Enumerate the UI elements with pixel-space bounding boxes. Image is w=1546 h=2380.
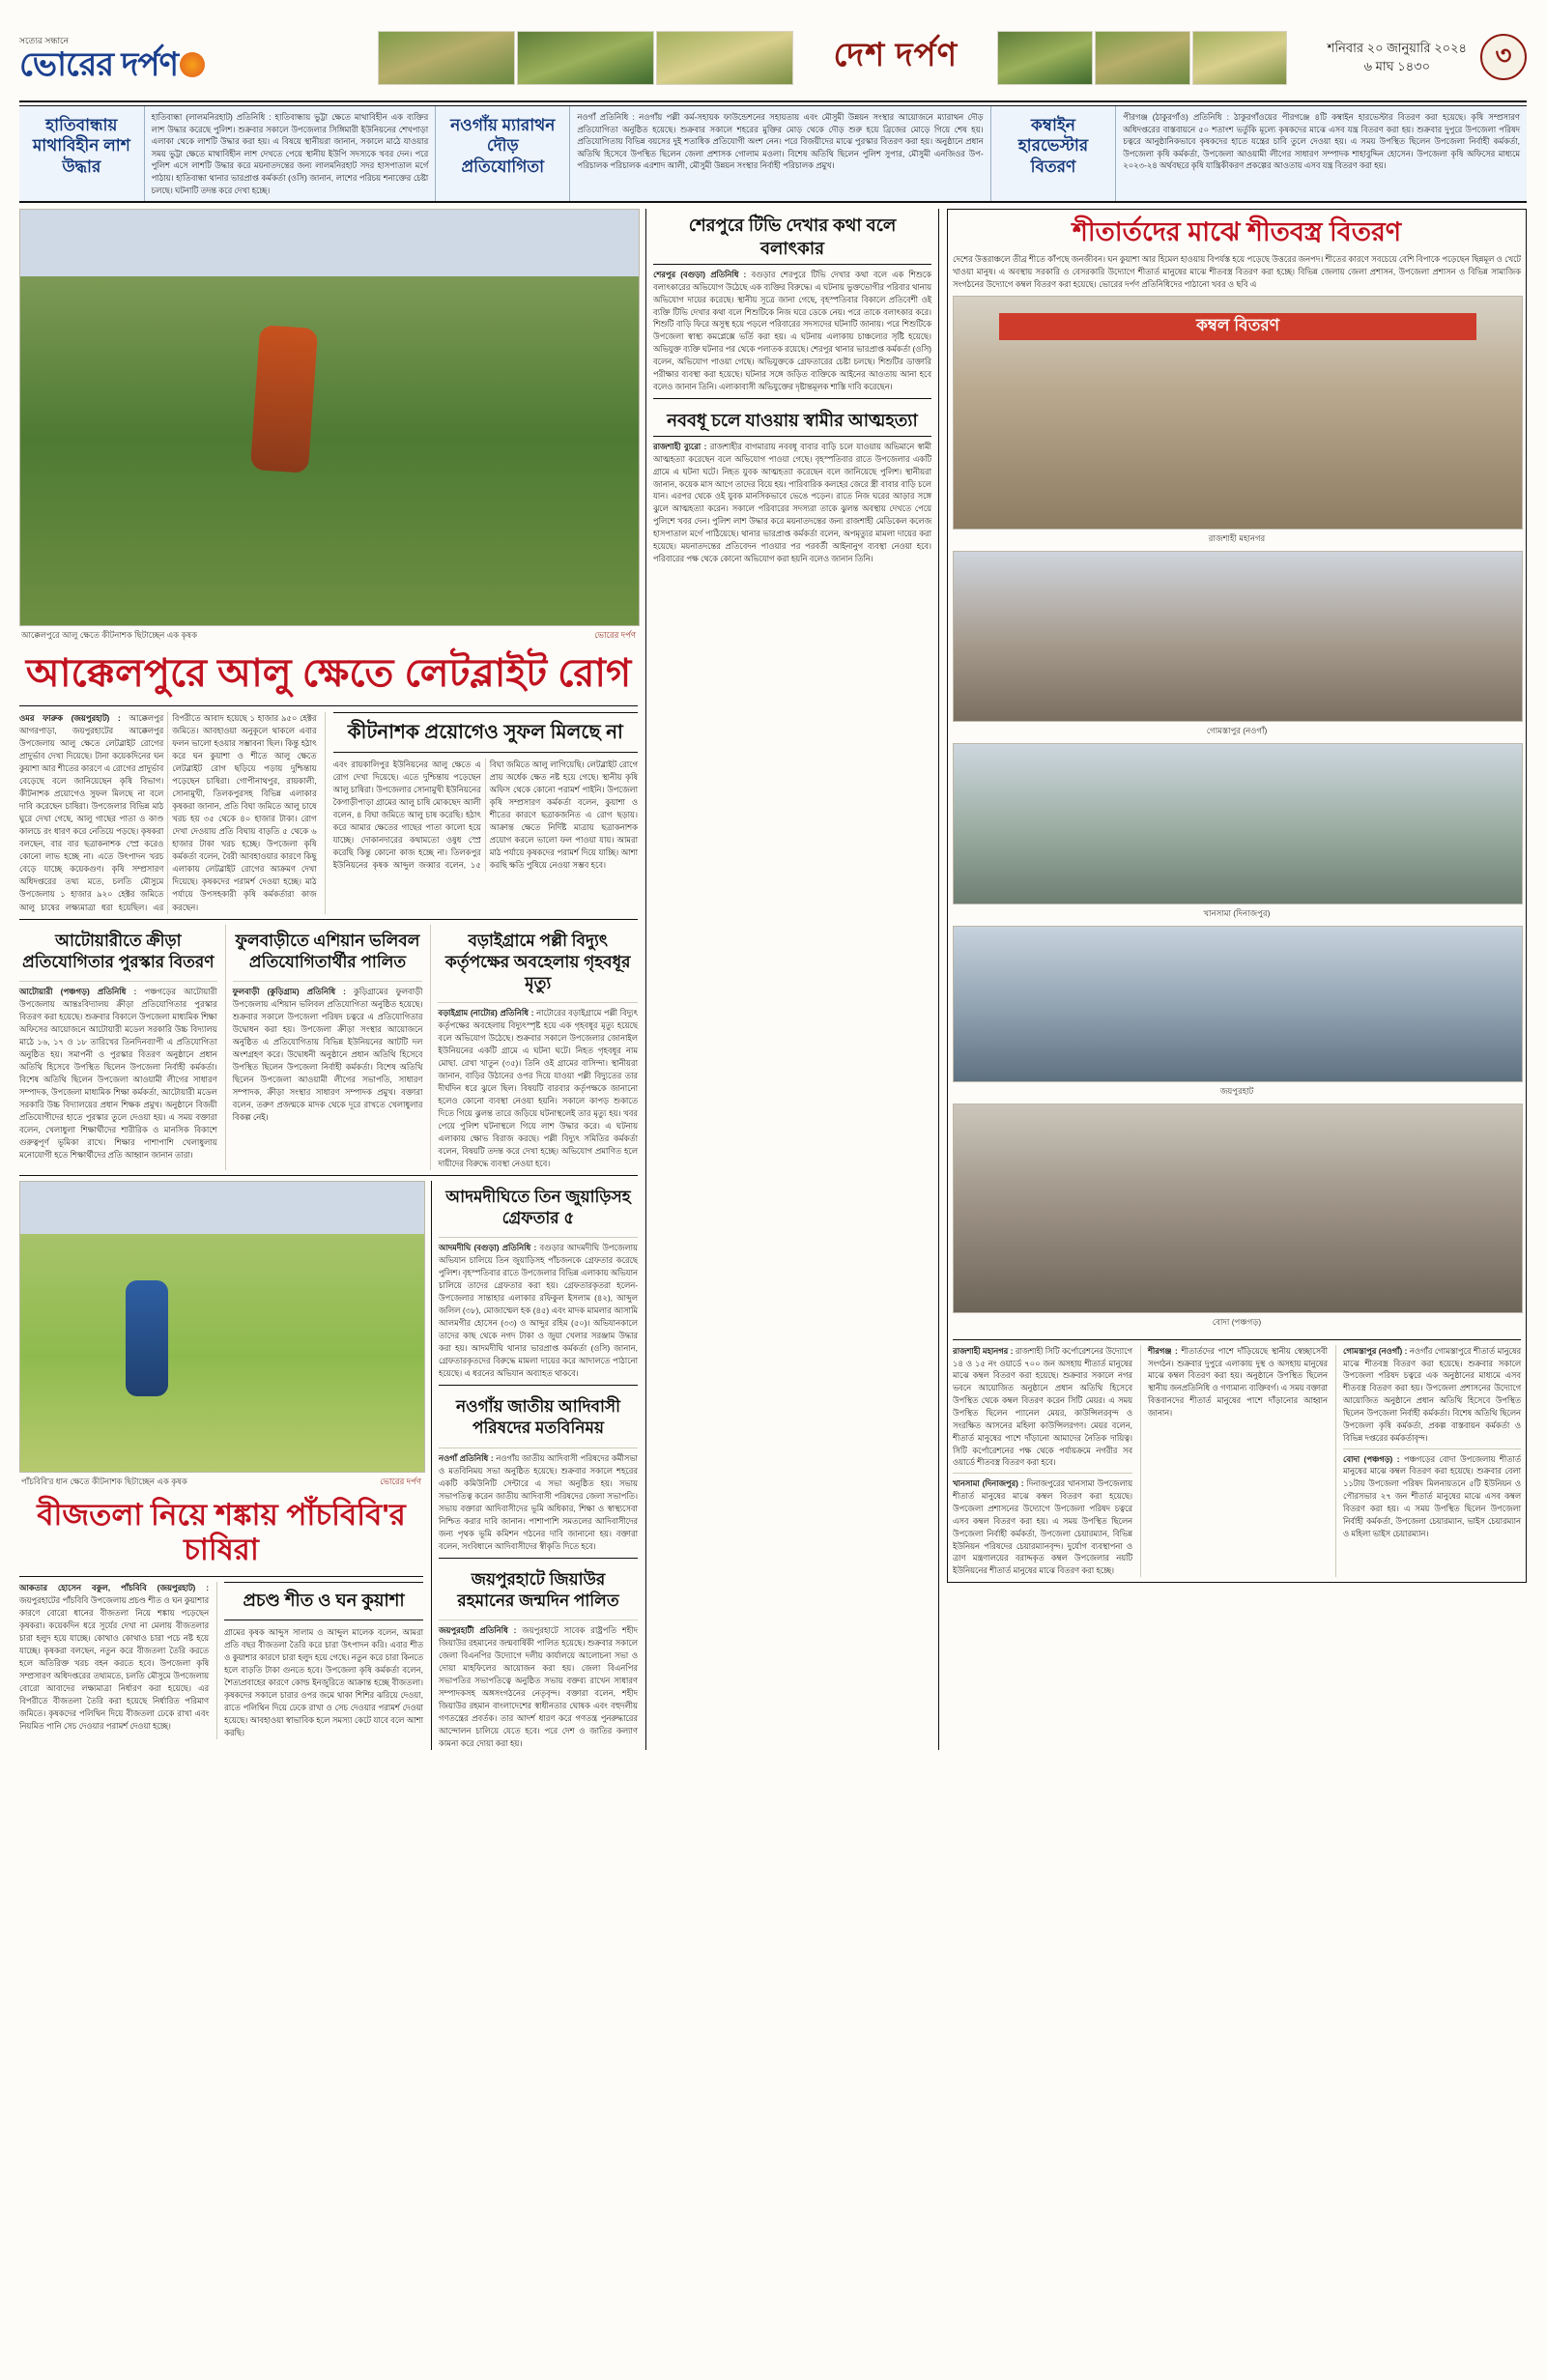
package-photo — [953, 926, 1523, 1082]
article-body: জয়পুরহাটে সাবেক রাষ্ট্রপতি শহীদ জিয়াউর রহমানের জন্মবার্ষিকী পালিত হয়েছে। শুক্রবার সকালে জেলা বিএনপির উদ্যোগে দলীয় কার্যালয়ে আলোচনা সভা ও দোয়া মাহফিলের আয়োজন করা হয়। জেলা বিএনপির সভাপতির সভাপতিত্বে অনুষ্ঠিত সভায় বক্তব্য রাখেন সাধারণ সম্পাদকসহ অঙ্গসংগঠনের নেতৃবৃন্দ। বক্তারা বলেন, শহীদ জিয়াউর রহমান বাংলাদেশের স্বাধীনতার ঘোষক এবং বহুদলীয় গণতন্ত্রের প্রবর্তক। তার আদর্শ ধারণ করে গণতন্ত্র পুনরুদ্ধারের আন্দোলন চালিয়ে যেতে হবে। পরে দেশ ও জাতির কল্যাণ কামনা করে দোয়া করা হয়। — [439, 1624, 638, 1748]
left-article-row — [19, 925, 638, 1170]
date-gregorian: শনিবার ২০ জানুয়ারি ২০২৪ — [1327, 40, 1467, 55]
package-photo-caption: গোমস্তাপুর (নওগাঁ) — [1206, 725, 1268, 735]
brief-body-block — [570, 106, 990, 201]
midcol-title-2: নববধূ চলে যাওয়ায় স্বামীর আত্মহত্যা — [653, 404, 931, 437]
report-body: নওগাঁর গোমস্তাপুরে শীতার্ত মানুষের মাঝে শীতবস্ত্র বিতরণ করা হয়েছে। শুক্রবার সকালে উপজেলা পরিষদ চত্বরে এক অনুষ্ঠানের মাধ্যমে এসব শীতবস্ত্র বিতরণ করা হয়। উপজেলা প্রশাসনের উদ্যোগে আয়োজিত অনুষ্ঠানে প্রধান অতিথি হিসেবে উপস্থিত ছিলেন উপজেলা নির্বাহী কর্মকর্তা। বিশেষ অতিথি ছিলেন উপজেলা কৃষি কর্মকর্তা, প্রকল্প বাস্তবায়ন কর্মকর্তা ও বিভিন্ন দপ্তরের কর্মকর্তাবৃন্দ। — [1342, 1345, 1522, 1443]
bottom-body-cont: গ্রামের কৃষক আব্দুস সালাম ও আব্দুল মালেক বলেন, আমরা প্রতি বছর বীজতলা তৈরি করে চারা উৎপাদন করি। এবার শীত ও কুয়াশার কারণে চারা হলুদ হয়ে গেছে। নতুন করে চারা কিনতে হলে বাড়তি টাকা গুনতে হবে। উপজেলা কৃষি কর্মকর্তা বলেন, শৈত্যপ্রবাহের কারণে কোল্ড ইনজুরিতে আক্রান্ত হচ্ছে বীজতলা। কৃষকদের সকালে চারার ওপর জমে থাকা শিশির ঝরিয়ে দেওয়া, রাতে পলিথিন দিয়ে ঢেকে রাখা ও সেচ দেওয়ার পরামর্শ দেওয়া হয়েছে। আবহাওয়া স্বাভাবিক হলে সমস্যা কেটে যাবে বলে আশা করছি। — [224, 1626, 423, 1737]
article-title: আটোয়ারীতে ক্রীড়া প্রতিযোগিতার পুরস্কার বিতরণ — [22, 931, 215, 971]
lead-body-cont: এবং রায়কালিপুর ইউনিয়নের আলু ক্ষেতে এ রোগ দেখা দিয়েছে। এতে দুশ্চিন্তায় পড়েছেন আলু চাষিরা। উপজেলার সোনামুখী ইউনিয়নের কৈগাড়ীপাড়া গ্রামের আলু চাষি মোকছেদ আলী বলেন, ৪ বিঘা জমিতে আলু চাষ করেছি। হঠাৎ করে আমার ক্ষেতের গাছের পাতা কালো হয়ে যাচ্ছে। দোকানদারের কথামতো ওষুধ স্প্রে করেছি কিন্তু কোনো কাজ হচ্ছে না। তিলকপুর ইউনিয়নের কৃষক আব্দুল জব্বার বলেন, ১৫ বিঘা জমিতে আলু লাগিয়েছি। লেটব্লাইট রোগে প্রায় অর্ধেক ক্ষেত নষ্ট হয়ে গেছে। স্থানীয় কৃষি অফিস থেকে কোনো পরামর্শ পাইনি। উপজেলা কৃষি সম্প্রসারণ কর্মকর্তা বলেন, কুয়াশা ও শীতের কারণে ছত্রাকজনিত এ রোগ ছড়ায়। আক্রান্ত ক্ষেতে নির্দিষ্ট মাত্রায় ছত্রাকনাশক প্রয়োগ করলে ভালো ফল পাওয়া যায়। আমরা মাঠ পর্যায়ে কৃষকদের পরামর্শ দিয়ে যাচ্ছি। আশা করছি ক্ষতি পুষিয়ে নেওয়া সম্ভব হবে। — [332, 760, 638, 871]
bottom-photo-caption: পাঁচবিবি'র ধান ক্ষেতে কীটনাশক ছিটাচ্ছেন এক কৃষক — [21, 1477, 187, 1486]
package-photo — [953, 1104, 1523, 1313]
package-photo-caption: জয়পুরহাট — [1219, 1085, 1254, 1096]
photo-banner: কম্বল বিতরণ — [999, 313, 1476, 340]
masthead-photo — [517, 31, 654, 85]
lead-photo-caption: আক্কেলপুরে আলু ক্ষেতে কীটনাশক ছিটাচ্ছেন এক কৃষক — [21, 630, 198, 641]
article-body: নওগাঁয় জাতীয় আদিবাসী পরিষদের কর্মীসভা ও মতবিনিময় সভা অনুষ্ঠিত হয়েছে। শুক্রবার সকালে শহরের একটি কমিউনিটি সেন্টারে এ সভা অনুষ্ঠিত হয়। সভায় সভাপতিত্ব করেন জাতীয় আদিবাসী পরিষদের জেলা সভাপতি। সভায় বক্তারা আদিবাসীদের ভূমি অধিকার, শিক্ষা ও স্বাস্থ্যসেবা নিশ্চিত করার দাবি জানান। পাশাপাশি সমতলের আদিবাসীদের জন্য পৃথক ভূমি কমিশন গঠনের দাবি জানানো হয়। বক্তারা বলেন, সংবিধানে আদিবাসীদের স্বীকৃতি দিতে হবে। — [439, 1452, 638, 1551]
package-photo — [953, 296, 1523, 530]
package-photo — [953, 551, 1523, 722]
photo-credit: ভোরের দর্পণ — [594, 630, 636, 641]
package-photo-caption: খানসামা (দিনাজপুর) — [1203, 907, 1271, 918]
midcol-title-1: শেরপুরে টিভি দেখার কথা বলে বলাৎকার — [653, 209, 931, 265]
masthead-photo — [1192, 31, 1288, 85]
brief-title-block — [19, 106, 145, 201]
masthead-photo-strip-right — [997, 31, 1287, 83]
lead-photo — [19, 209, 640, 626]
article-body: পঞ্চগড়ের আটোয়ারী উপজেলায় আন্তঃবিদ্যালয় ক্রীড়া প্রতিযোগিতার পুরস্কার বিতরণ করা হয়েছে। শুক্রবার বিকালে উপজেলা মাধ্যমিক শিক্ষা অফিসের আয়োজনে আটোয়ারী মডেল সরকারি উচ্চ বিদ্যালয় মাঠে ১৬, ১৭ ও ১৮ তারিখের তিনদিনব্যাপী এ প্রতিযোগিতা অনুষ্ঠিত হয়। সমাপনী ও পুরস্কার বিতরণ অনুষ্ঠানে প্রধান অতিথি হিসেবে উপস্থিত ছিলেন উপজেলা নির্বাহী কর্মকর্তা। বিশেষ অতিথি ছিলেন উপজেলা আওয়ামী লীগের সাধারণ সম্পাদক, উপজেলা মাধ্যমিক শিক্ষা কর্মকর্তা, আটোয়ারী মডেল সরকারি উচ্চ বিদ্যালয়ের প্রধান শিক্ষক প্রমুখ। অনুষ্ঠানে বিজয়ী প্রতিযোগীদের হাতে পুরস্কার তুলে দেওয়া হয়। এ সময় বক্তারা বলেন, খেলাধুলা শিক্ষার্থীদের শারীরিক ও মানসিক বিকাশে গুরুত্বপূর্ণ ভূমিকা রাখে। শিক্ষার পাশাপাশি খেলাধুলায় মনোযোগী হতে শিক্ষার্থীদের প্রতি আহ্বান জানান তারা। — [19, 986, 217, 1160]
masthead-photo — [378, 31, 515, 85]
lead-headline: আক্কেলপুরে আলু ক্ষেতে লেটব্লাইট রোগ — [19, 645, 638, 706]
main-content — [19, 209, 1527, 1750]
masthead-brand — [19, 34, 338, 81]
package-intro: দেশের উত্তরাঞ্চলে তীব্র শীতে কাঁপছে জনজীবন। ঘন কুয়াশা আর হিমেল হাওয়ায় বিপর্যস্ত হয়ে পড়েছে উত্তরের জনপদ। শীতের কারণে সবচেয়ে বেশি বিপাকে পড়েছেন ছিন্নমূল ও খেটে খাওয়া মানুষ। এ অবস্থায় সরকারি ও বেসরকারি উদ্যোগে শীতার্ত মানুষের মাঝে শীতবস্ত্র বিতরণ করা হচ্ছে। বিভিন্ন জেলায় জেলা প্রশাসন, উপজেলা প্রশাসন ও বিভিন্ন সামাজিক সংগঠনের উদ্যোগে কম্বল বিতরণ করা হয়েছে। ভোরের দর্পণ প্রতিনিধিদের পাঠানো খবর ও ছবি এ — [953, 253, 1521, 289]
brief-headline: কম্বাইন হারভেস্টার বিতরণ — [1017, 116, 1089, 176]
sun-icon — [180, 52, 205, 77]
article-title: ফুলবাড়ীতে এশিয়ান ভলিবল প্রতিযোগিতার্থীর পালিত — [235, 931, 420, 971]
lead-photo-caption-row — [19, 626, 638, 645]
top-brief-strip — [19, 105, 1527, 203]
bottom-byline: আকতার হোসেন বকুল, পাঁচবিবি (জয়পুরহাট) : — [19, 1583, 210, 1593]
winter-clothing-package — [947, 209, 1527, 1583]
report-place: শীরগঞ্জ : — [1147, 1345, 1178, 1356]
report-body: রাজশাহী সিটি কর্পোরেশনের উদ্যোগে ১৪ ও ১৫ নং ওয়ার্ডে ৭০০ জন অসহায় শীতার্ত মানুষের মাঝে কম্বল বিতরণ করা হয়েছে। শুক্রবার সকালে নগর ভবনে আয়োজিত অনুষ্ঠানে প্রধান অতিথি হিসেবে উপস্থিত থেকে কম্বল বিতরণ করেন সিটি মেয়র। এ সময় উপস্থিত ছিলেন প্যানেল মেয়র, কাউন্সিলরবৃন্দ ও সংরক্ষিত আসনের মহিলা কাউন্সিলরগণ। মেয়র বলেন, শীতার্ত মানুষের পাশে দাঁড়ানো আমাদের নৈতিক দায়িত্ব। সিটি কর্পোরেশনের পক্ষ থেকে পর্যায়ক্রমে নগরীর সব ওয়ার্ডে শীতবস্ত্র বিতরণ করা হবে। — [953, 1345, 1132, 1468]
masthead-photo — [1095, 31, 1190, 85]
article-title: আদমদীঘিতে তিন জুয়াড়িসহ গ্রেফতার ৫ — [445, 1188, 631, 1228]
bottom-pull-quote: প্রচণ্ড শীত ও ঘন কুয়াশা — [224, 1582, 423, 1620]
report-place: রাজশাহী মহানগর : — [953, 1345, 1014, 1356]
brief-title-block — [436, 106, 570, 201]
article-byline: আদমদীঘি (বগুড়া) প্রতিনিধি : — [439, 1243, 537, 1253]
masthead-photo — [656, 31, 793, 85]
masthead — [19, 17, 1527, 102]
article-body: কুড়িগ্রামের ফুলবাড়ী উপজেলায় এশিয়ান ভলিবল প্রতিযোগিতা অনুষ্ঠিত হয়েছে। শুক্রবার সকালে উপজেলা পরিষদ চত্বরে এ প্রতিযোগিতার উদ্বোধন করা হয়। উপজেলা ক্রীড়া সংস্থার আয়োজনে অনুষ্ঠিত এ প্রতিযোগিতায় বিভিন্ন ইউনিয়নের আটটি দল অংশগ্রহণ করে। উদ্বোধনী অনুষ্ঠানে প্রধান অতিথি হিসেবে উপস্থিত ছিলেন উপজেলা নির্বাহী কর্মকর্তা। বিশেষ অতিথি ছিলেন উপজেলা আওয়ামী লীগের সভাপতি, সাধারণ সম্পাদক, ক্রীড়া সংস্থার সাধারণ সম্পাদক প্রমুখ। বক্তারা বলেন, তরুণ প্রজন্মকে মাদক থেকে দূরে রাখতে খেলাধুলার বিকল্প নেই। — [232, 986, 423, 1122]
column-left — [19, 209, 638, 1750]
section-title: দেশ দর্পণ — [833, 36, 959, 73]
masthead-logo: ভোরের দর্পণ — [19, 45, 179, 83]
brief-body: পীরগঞ্জ (ঠাকুরগাঁও) প্রতিনিধি : ঠাকুরগাঁওয়ের পীরগঞ্জে ৪টি কম্বাইন হারভেস্টার বিতরণ করা হয়েছে। কৃষি সম্প্রসারণ অধিদপ্তরের বাস্তবায়নে ৫০ শতাংশ ভর্তুকি মূল্যে কৃষকদের মাঝে এসব যন্ত্র বিতরণ করা হয়। শুক্রবার দুপুরে উপজেলা পরিষদ চত্বরে আনুষ্ঠানিকভাবে কৃষকদের হাতে যন্ত্রের চাবি তুলে দেওয়া হয়। এ সময় উপস্থিত ছিলেন উপজেলা নির্বাহী কর্মকর্তা, উপজেলা কৃষি কর্মকর্তা, উপজেলা আওয়ামী লীগের সাধারণ সম্পাদক শাহাবুদ্দিন হোসেন। উপজেলা কৃষি অফিসের মাধ্যমে ২০২৩-২৪ অর্থবছরে কৃষি যান্ত্রিকীকরণ প্রকল্পের আওতায় এসব যন্ত্র বিতরণ করা হয়। — [1123, 112, 1520, 171]
bottom-body: জয়পুরহাটের পাঁচবিবি উপজেলায় প্রচণ্ড শীত ও ঘন কুয়াশার কারণে বোরো ধানের বীজতলা নিয়ে শঙ্কায় পড়েছেন কৃষকরা। কয়েকদিন ধরে সূর্যের দেখা না মেলায় বীজতলার চারা হলুদ হয়ে যাচ্ছে। কোথাও কোথাও চারা পচে নষ্ট হয়ে যাচ্ছে। কৃষকরা বলছেন, নতুন করে বীজতলা তৈরি করতে হলে অতিরিক্ত খরচ বহন করতে হবে। উপজেলা কৃষি সম্প্রসারণ অধিদপ্তরের তথ্যমতে, চলতি মৌসুমে উপজেলায় বোরো আবাদের লক্ষ্যমাত্রা নির্ধারণ করা হয়েছে। এর বিপরীতে বীজতলা তৈরি করা হয়েছে নির্ধারিত পরিমাণ জমিতে। কৃষকদের পলিথিন দিয়ে বীজতলা ঢেকে রাখা এবং নিয়মিত পানি সেচ দেওয়ার পরামর্শ দেওয়া হচ্ছে। — [19, 1595, 210, 1732]
article-title: বড়াইগ্রামে পল্লী বিদ্যুৎ কর্তৃপক্ষের অবহেলায় গৃহবধূর মৃত্যু — [444, 931, 631, 992]
brief-headline: নওগাঁয় ম্যারাথন দৌড় প্রতিযোগিতা — [450, 116, 556, 176]
brief-body: নওগাঁ প্রতিনিধি : নওগাঁয় পল্লী কর্ম-সহায়ক ফাউন্ডেশনের সহায়তায় এবং মৌসুমী উন্নয়ন সংস্থার আয়োজনে ম্যারাথন দৌড় প্রতিযোগিতা অনুষ্ঠিত হয়েছে। শুক্রবার সকালে শহরের মুক্তির মোড় থেকে দৌড় শুরু হয়ে ব্রিজের মোড়ে গিয়ে শেষ হয়। প্রতিযোগিতায় বিভিন্ন বয়সের দুই শতাধিক প্রতিযোগী অংশ নেন। পরে বিজয়ীদের মাঝে পুরস্কার বিতরণ করা হয়। অনুষ্ঠানে প্রধান অতিথি হিসেবে উপস্থিত ছিলেন জেলা প্রশাসক গোলাম মওলা। বিশেষ অতিথি ছিলেন পুলিশ সুপার, মৌসুমী এনজিওর উপ-পরিচালক পরিচালক এরশাদ আলী, মৌসুমী উন্নয়ন সংস্থার নির্বাহী পরিচালক প্রমুখ। — [577, 112, 984, 171]
report-place: গোমস্তাপুর (নওগাঁ) : — [1342, 1345, 1408, 1356]
brief-headline: হাতিবান্ধায় মাথাবিহীন লাশ উদ্ধার — [32, 116, 130, 176]
package-title: শীতার্তদের মাঝে শীতবস্ত্র বিতরণ — [1072, 217, 1402, 247]
package-photo — [953, 743, 1523, 904]
report-body: শীতার্তদের পাশে দাঁড়িয়েছে স্থানীয় স্বেচ্ছাসেবী সংগঠন। শুক্রবার দুপুরে এলাকায় দুস্থ ও অসহায় মানুষের মাঝে কম্বল বিতরণ করা হয়। অনুষ্ঠানে উপস্থিত ছিলেন স্থানীয় জনপ্রতিনিধি ও গণ্যমান্য ব্যক্তিবর্গ। এ সময় বক্তারা বিত্তবানদের শীতার্ত মানুষের পাশে দাঁড়ানোর আহ্বান জানান। — [1147, 1345, 1328, 1418]
article-title: জয়পুরহাটে জিয়াউর রহমানের জন্মদিন পালিত — [457, 1569, 619, 1610]
lead-byline: ওমর ফারুক (জয়পুরহাট) : — [19, 713, 121, 724]
lead-dateline: আক্কেলপুর আগরপাড়া, — [19, 713, 164, 736]
article-byline: জয়পুরহাটী প্রতিনিধি : — [439, 1624, 517, 1635]
masthead-photo — [997, 31, 1093, 85]
brief-body-block — [1116, 106, 1527, 201]
lead-pull-quote: কীটনাশক প্রয়োগেও সুফল মিলছে না — [333, 712, 638, 753]
brief-body: হাতিবান্ধা (লালমনিরহাট) প্রতিনিধি : হাতিবান্ধায় ভুট্টা ক্ষেতে মাথাবিহীন এক ব্যক্তির লাশ উদ্ধার করেছে পুলিশ। শুক্রবার সকালে উপজেলার সিঙ্গিমারী ইউনিয়নের শেখপাড়া এলাকা থেকে লাশটি উদ্ধার করা হয়। এ বিষয়ে স্থানীয়রা জানান, সকালে মাঠে যাওয়ার সময় ভুট্টা ক্ষেতে মাথাবিহীন লাশ দেখতে পেয়ে স্থানীয় ইউপি সদস্যকে খবর দেন। পরে পুলিশ এসে লাশটি উদ্ধার করে ময়নাতদন্তের জন্য লালমনিরহাট সদর হাসপাতাল মর্গে পাঠায়। হাতিবান্ধা থানার ভারপ্রাপ্ত কর্মকর্তা (ওসি) জানান, লাশের পরিচয় শনাক্তের চেষ্টা চলছে। ঘটনাটি তদন্ত করে দেখা হচ্ছে। — [151, 112, 429, 195]
package-photo-caption: বোদা (পঞ্চগড়) — [1212, 1316, 1262, 1327]
masthead-kicker: সত্যের সন্ধানে — [19, 35, 70, 45]
article-byline: আটোয়ারী (পঞ্চগড়) প্রতিনিধি : — [19, 986, 137, 996]
midcol-byline-2: রাজশাহী ব্যুরো : — [653, 442, 707, 452]
report-body: দিনাজপুরের খানসামা উপজেলায় শীতার্ত মানুষের মাঝে কম্বল বিতরণ করা হয়েছে। উপজেলা প্রশাসনের উদ্যোগে উপজেলা পরিষদ চত্বরে এসব কম্বল বিতরণ করা হয়। এ সময় উপস্থিত ছিলেন উপজেলা নির্বাহী কর্মকর্তা, উপজেলা চেয়ারম্যান, বিভিন্ন ইউনিয়ন পরিষদের চেয়ারম্যানবৃন্দ। দুর্যোগ ব্যবস্থাপনা ও ত্রাণ মন্ত্রণালয়ের বরাদ্দকৃত কম্বল উপজেলার নয়টি ইউনিয়নের শীতার্ত মানুষের মাঝে বিতরণ করা হচ্ছে। — [953, 1478, 1132, 1576]
brief-body-block — [145, 106, 437, 201]
article-byline: নওগাঁ প্রতিনিধি : — [439, 1452, 494, 1463]
bottom-photo — [19, 1181, 425, 1473]
masthead-photo-strip-left — [378, 31, 793, 83]
bottom-photo-caption-row — [19, 1473, 423, 1492]
page-number: ৩ — [1480, 34, 1527, 80]
bottom-left-block — [19, 1181, 638, 1750]
midcol-body-2: রাজশাহীর বাগমারায় নববধূ বাবার বাড়ি চলে যাওয়ায় অভিমানে স্বামী আত্মহত্যা করেছেন বলে অভিযোগ পাওয়া গেছে। বৃহস্পতিবার রাতে উপজেলার একটি গ্রামে এ ঘটনা ঘটে। নিহত যুবক আত্মহত্যা করেছেন বলে জানিয়েছে পুলিশ। স্থানীয়রা জানান, কয়েক মাস আগে তাদের বিয়ে হয়। পারিবারিক কলহের জেরে স্ত্রী বাবার বাড়ি চলে যান। এরপর থেকে ওই যুবক মানসিকভাবে ভেঙে পড়েন। রাতে নিজ ঘরের আড়ার সঙ্গে ঝুলে আত্মহত্যা করেন। সকালে পরিবারের সদস্যরা তাকে ঝুলন্ত অবস্থায় দেখতে পেয়ে পুলিশে খবর দেন। পুলিশ লাশ উদ্ধার করে ময়নাতদন্তের জন্য রাজশাহী মেডিকেল কলেজ হাসপাতাল মর্গে পাঠিয়েছে। থানার ভারপ্রাপ্ত কর্মকর্তা বলেন, অপমৃত্যুর মামলা দায়ের করা হয়েছে। ময়নাতদন্তের প্রতিবেদন পাওয়ার পর পরবর্তী আইনানুগ ব্যবস্থা নেওয়া হবে। পরিবারের পক্ষ থেকে কোনো অভিযোগ করা হয়নি বলেও জানান তিনি। — [653, 442, 931, 563]
column-right — [947, 209, 1527, 1750]
column-middle — [645, 209, 939, 1750]
article-byline: বড়াইগ্রাম (নাটোর) প্রতিনিধি : — [438, 1007, 534, 1018]
article-body: নাটোরের বড়াইগ্রামে পল্লী বিদ্যুৎ কর্তৃপক্ষের অবহেলায় বিদ্যুৎস্পৃষ্ট হয়ে এক গৃহবধূর মৃত্যু হয়েছে বলে অভিযোগ উঠেছে। শুক্রবার সকালে উপজেলার জোনাইল ইউনিয়নের একটি গ্রামে এ ঘটনা ঘটে। নিহত গৃহবধূর নাম মোছা. রেখা খাতুন (৩৫)। তিনি ওই গ্রামের বাসিন্দা। স্থানীয়রা জানান, বাড়ির উঠানের ওপর দিয়ে যাওয়া পল্লী বিদ্যুতের তার দীর্ঘদিন ধরে ঝুলে ছিল। বিষয়টি বারবার কর্তৃপক্ষকে জানানো হলেও কোনো ব্যবস্থা নেওয়া হয়নি। সকালে কাপড় শুকাতে দিতে গিয়ে ঝুলন্ত তারে জড়িয়ে ঘটনাস্থলেই তার মৃত্যু হয়। খবর পেয়ে পুলিশ ঘটনাস্থলে গিয়ে লাশ উদ্ধার করে। এ ঘটনায় এলাকায় ক্ষোভ বিরাজ করছে। পল্লী বিদ্যুৎ সমিতির কর্মকর্তা বলেন, বিষয়টি তদন্ত করে দেখা হচ্ছে। অভিযোগ প্রমাণিত হলে দায়ীদের বিরুদ্ধে ব্যবস্থা নেওয়া হবে। — [438, 1007, 639, 1168]
report-body: পঞ্চগড়ের বোদা উপজেলায় শীতার্ত মানুষের মাঝে কম্বল বিতরণ করা হয়েছে। শুক্রবার বেলা ১১টায় উপজেলা পরিষদ মিলনায়তনে ৫টি ইউনিয়ন ও পৌরসভার ২৭ জন শীতার্ত মানুষের মাঝে এসব কম্বল বিতরণ করা হয়। এ সময় উপস্থিত ছিলেন উপজেলা নির্বাহী কর্মকর্তা, উপজেলা চেয়ারম্যান, ভাইস চেয়ারম্যান ও মহিলা ভাইস চেয়ারম্যান। — [1342, 1453, 1522, 1538]
bottom-headline: বীজতলা নিয়ে শঙ্কায় পাঁচবিবি'র চাষিরা — [19, 1492, 423, 1577]
package-reports — [953, 1345, 1521, 1577]
report-place: বোদা (পঞ্চগড়) : — [1342, 1453, 1400, 1464]
article-title: নওগাঁয় জাতীয় আদিবাসী পরিষদের মতবিনিময় — [455, 1397, 621, 1438]
article-body: বগুড়ার আদমদীঘি উপজেলায় অভিযান চালিয়ে তিন জুয়াড়িসহ পাঁচজনকে গ্রেফতার করেছে পুলিশ। বৃহস্পতিবার রাতে উপজেলার বিভিন্ন এলাকায় অভিযান চালিয়ে তাদের গ্রেফতার করা হয়। গ্রেফতারকৃতরা হলেন- উপজেলার সান্তাহার এলাকার রফিকুল ইসলাম (৪২), আব্দুল জলিল (৩৮), মোজাম্মেল হক (৪৫) এবং মাদক মামলার আসামি আলমগীর হোসেন (৩৩) ও আব্দুর রহিম (৫০)। অভিযানকালে তাদের কাছ থেকে নগদ টাকা ও জুয়া খেলার সরঞ্জাম উদ্ধার করা হয়। আদমদীঘি থানার ভারপ্রাপ্ত কর্মকর্তা (ওসি) জানান, গ্রেফতারকৃতদের বিরুদ্ধে মামলা দায়ের করে আদালতে পাঠানো হয়েছে। এ ধরনের অভিযান অব্যাহত থাকবে। — [439, 1243, 638, 1379]
report-place: খানসামা (দিনাজপুর) : — [953, 1478, 1024, 1489]
masthead-dateblock — [1328, 34, 1527, 80]
date-bangla: ৬ মাঘ ১৪৩০ — [1363, 59, 1431, 73]
article-byline: ফুলবাড়ী (কুড়িগ্রাম) প্রতিনিধি : — [232, 986, 346, 996]
brief-title-block — [991, 106, 1117, 201]
photo-credit: ভোরের দর্পণ — [380, 1477, 421, 1486]
midcol-body-1: বগুড়ার শেরপুরে টিভি দেখার কথা বলে এক শিশুকে বলাৎকারের অভিযোগ উঠেছে এক ব্যক্তির বিরুদ্ধে। এ ঘটনায় ভুক্তভোগীর পরিবার থানায় অভিযোগ দায়ের করেছে। স্থানীয় সূত্রে জানা গেছে, বৃহস্পতিবার বিকালে প্রতিবেশী ওই ব্যক্তি টিভি দেখার কথা বলে শিশুটিকে নিজ ঘরে ডেকে নেয়। পরে তাকে বলাৎকার করে। শিশুটি বাড়ি ফিরে অসুস্থ হয়ে পড়লে পরিবারের সদস্যদের ঘটনাটি জানায়। পরে শিশুটিকে উপজেলা স্বাস্থ্য কমপ্লেক্সে ভর্তি করা হয়। এ ঘটনায় এলাকায় চাঞ্চল্যের সৃষ্টি হয়েছে। অভিযুক্ত ব্যক্তি ঘটনার পর থেকে পলাতক রয়েছে। শেরপুর থানার ভারপ্রাপ্ত কর্মকর্তা (ওসি) বলেন, অভিযোগ পাওয়া গেছে। অভিযুক্তকে গ্রেফতারের চেষ্টা চলছে। শিশুটির ডাক্তারি পরীক্ষার ব্যবস্থা করা হয়েছে। ঘটনার সঙ্গে জড়িত ব্যক্তিকে আইনের আওতায় আনা হবে বলেও জানান তিনি। এলাকাবাসী অভিযুক্তের দৃষ্টান্তমূলক শাস্তি দাবি করেছেন। — [653, 270, 931, 391]
midcol-byline-1: শেরপুর (বগুড়া) প্রতিনিধি : — [653, 270, 747, 280]
lead-body: জয়পুরহাটের আক্কেলপুর উপজেলায় আলু ক্ষেতে লেটব্লাইট রোগের প্রাদুর্ভাব দেখা দিয়েছে। টানা কয়েকদিনের ঘন কুয়াশা আর শীতের কারণে এ রোগের প্রাদুর্ভাব বেড়েছে বলে জানিয়েছেন কৃষি বিভাগ। কীটনাশক প্রয়োগেও সুফল মিলছে না বলে দাবি করেছেন চাষিরা। উপজেলার বিভিন্ন মাঠ ঘুরে দেখা গেছে, আলু গাছের পাতা ও কাণ্ড কালচে রং ধারণ করে নেতিয়ে পড়ছে। কৃষকরা বলছেন, বার বার ছত্রাকনাশক স্প্রে করেও কোনো লাভ হচ্ছে না। এতে উৎপাদন খরচ বেড়ে যাচ্ছে কয়েকগুণ। কৃষি সম্প্রসারণ অধিদপ্তরের তথ্য মতে, চলতি মৌসুমে উপজেলায় ১ হাজার ৯২০ হেক্টর জমিতে আলু চাষের লক্ষ্যমাত্রা ধরা হয়েছিল। এর বিপরীতে আবাদ হয়েছে ১ হাজার ৯৫০ হেক্টর জমিতে। আবহাওয়া অনুকূলে থাকলে এবার ফলন ভালো হওয়ার সম্ভাবনা ছিল। কিন্তু হঠাৎ করে ঘন কুয়াশা ও শীতে আলু ক্ষেতে লেটব্লাইট রোগ ছড়িয়ে পড়ায় দুশ্চিন্তায় পড়েছেন চাষিরা। গোপীনাথপুর, রায়কালী, সোনামুখী, তিলকপুরসহ বিভিন্ন এলাকার কৃষকরা জানান, প্রতি বিঘা জমিতে আলু চাষে খরচ হয় ৩৫ থেকে ৪০ হাজার টাকা। রোগ দেখা দেওয়ায় প্রতি বিঘায় বাড়তি ৫ থেকে ৬ হাজার টাকা খরচ হচ্ছে। উপজেলা কৃষি কর্মকর্তা বলেন, বৈরী আবহাওয়ার কারণে কিছু এলাকায় লেটব্লাইট রোগের আক্রমণ দেখা দিয়েছে। কৃষকদের পরামর্শ দেওয়া হচ্ছে। মাঠ পর্যায়ে উপসহকারী কৃষি কর্মকর্তারা কাজ করছেন। — [19, 713, 317, 912]
package-photo-caption: রাজশাহী মহানগর — [1208, 532, 1266, 543]
